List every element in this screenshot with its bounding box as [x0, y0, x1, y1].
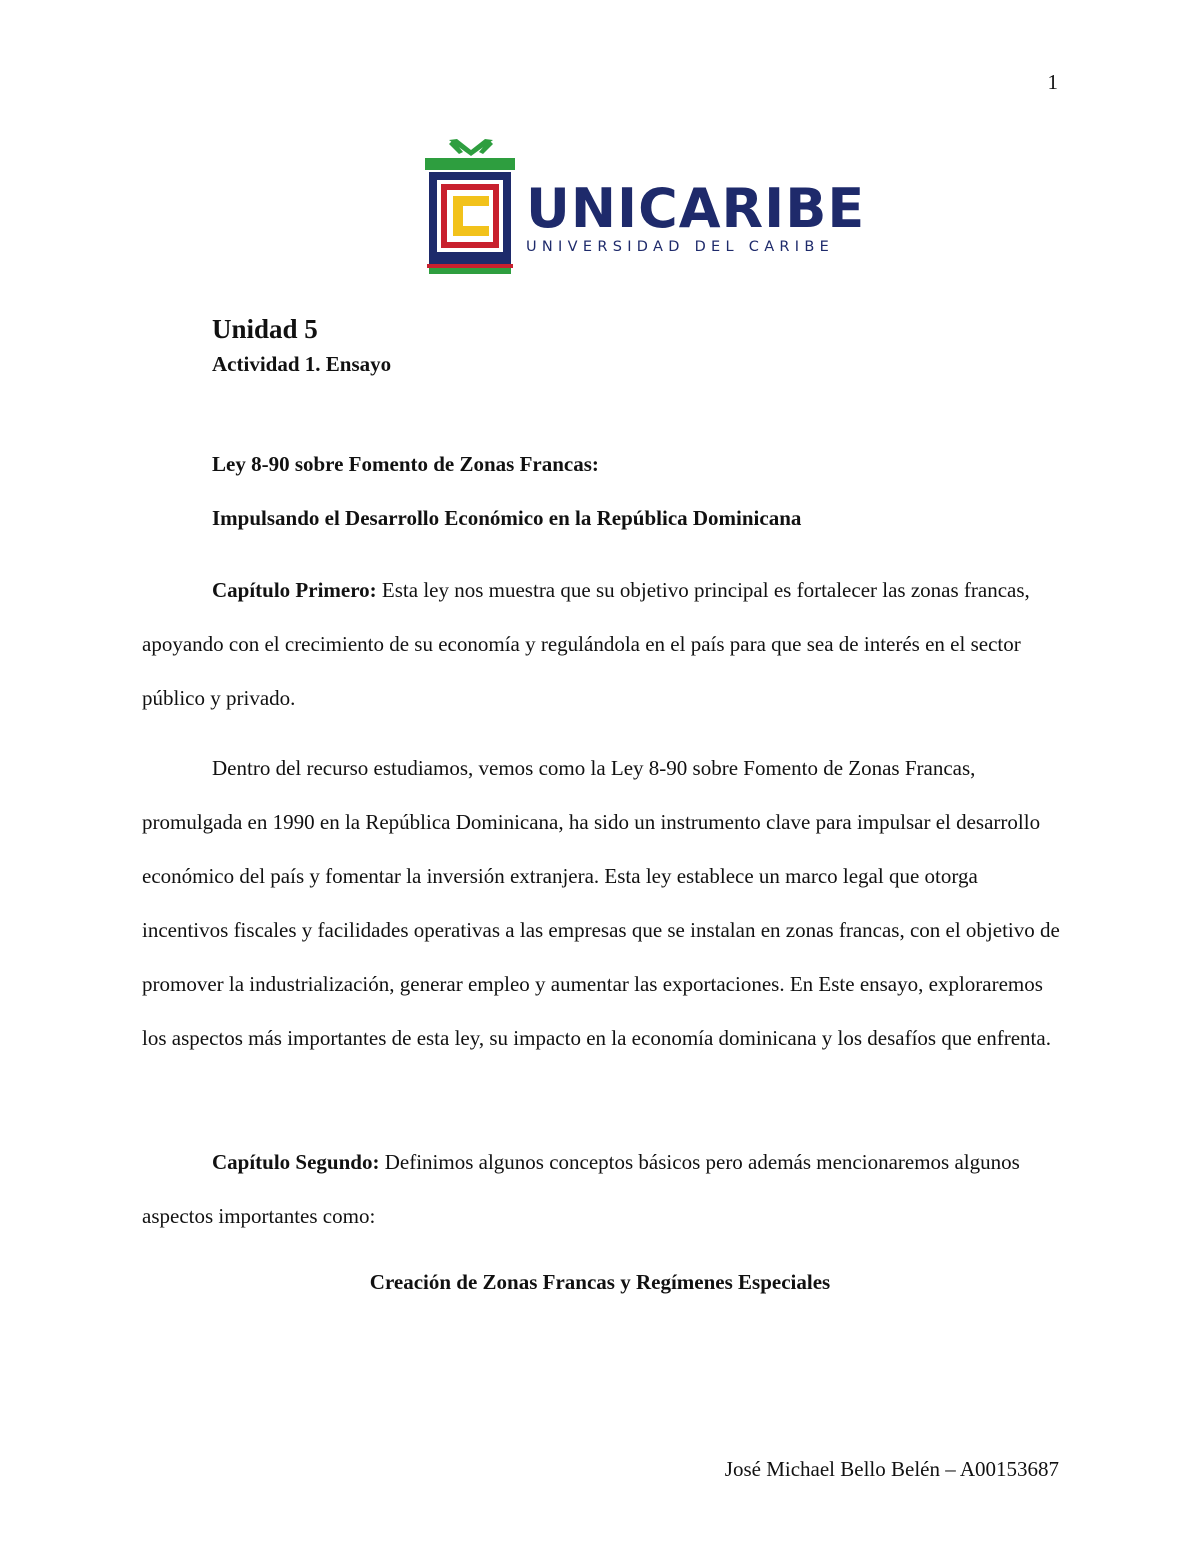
essay-title-line-2: Impulsando el Desarrollo Económico en la República Dominicana: [212, 506, 802, 530]
logo-wordmark: UNICARIBE: [526, 177, 866, 240]
unit-title: Unidad 5: [212, 314, 318, 344]
page-number: 1: [1047, 70, 1058, 94]
footer-author: José Michael Bello Belén – A00153687: [724, 1457, 1059, 1481]
paragraph-chapter-two: [142, 1135, 1062, 1243]
paragraph-chapter-one: [142, 563, 1062, 725]
paragraph-text: Definimos algunos conceptos básicos pero además mencionaremos algunos aspectos importantes como:: [142, 1150, 1020, 1228]
section-heading: Creación de Zonas Francas y Regímenes Especiales: [369, 1270, 831, 1294]
essay-title-line-1: Ley 8-90 sobre Fomento de Zonas Francas:: [212, 452, 599, 476]
logo-emblem-icon: [423, 136, 519, 276]
university-logo: [423, 136, 866, 276]
paragraph-label: Capítulo Segundo:: [212, 1150, 380, 1174]
logo-subtitle: UNIVERSIDAD DEL CARIBE: [526, 239, 835, 255]
paragraph-text: Dentro del recurso estudiamos, vemos como la Ley 8-90 sobre Fomento de Zonas Francas, promulgada en 1990 en la República Dominicana, ha sido un instrumento clave para impulsar el desarrollo económico del país y fomentar la inversión extranjera. Esta ley establece un marco legal que otorga incentivos fiscales y facilidades operativas a las empresas que se instalan en zonas francas, con el objetivo de promover la industrialización, generar empleo y aumentar las exportaciones. En Este ensayo, exploraremos los aspectos más importantes de esta ley, su impacto en la economía dominicana y los desafíos que enfrenta.: [142, 756, 1060, 1050]
paragraph-text: Esta ley nos muestra que su objetivo principal es fortalecer las zonas francas, apoyando con el crecimiento de su economía y regulándola en el país para que sea de interés en el sector público y privado.: [142, 578, 1030, 710]
paragraph-label: Capítulo Primero:: [212, 578, 377, 602]
activity-title: Actividad 1. Ensayo: [212, 352, 392, 376]
paragraph-introduction: [142, 741, 1062, 1065]
